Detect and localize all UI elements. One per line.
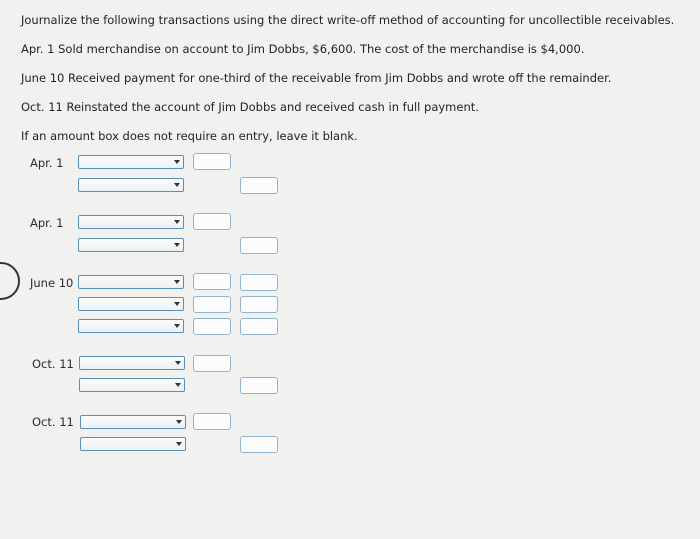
account-select[interactable] bbox=[78, 275, 184, 289]
account-select[interactable] bbox=[78, 319, 184, 333]
account-select[interactable] bbox=[80, 415, 186, 429]
entry-date: Oct. 11 bbox=[32, 357, 74, 371]
chevron-down-icon bbox=[175, 361, 181, 365]
chevron-down-icon bbox=[174, 220, 180, 224]
chevron-down-icon bbox=[174, 243, 180, 247]
account-select[interactable] bbox=[78, 238, 184, 252]
debit-input[interactable] bbox=[193, 355, 231, 372]
account-select[interactable] bbox=[80, 437, 186, 451]
account-select[interactable] bbox=[79, 378, 185, 392]
transaction-apr-1: Apr. 1 Sold merchandise on account to Jim Dobbs, $6,600. The cost of the merchandise is $4,000. bbox=[21, 42, 585, 56]
chevron-down-icon bbox=[174, 280, 180, 284]
debit-input[interactable] bbox=[193, 153, 231, 170]
chevron-down-icon bbox=[175, 383, 181, 387]
credit-input[interactable] bbox=[240, 177, 278, 194]
transaction-june-10: June 10 Received payment for one-third of the receivable from Jim Dobbs and wrote off the remainder. bbox=[21, 71, 612, 85]
chevron-down-icon bbox=[174, 160, 180, 164]
entry-date: Apr. 1 bbox=[30, 156, 64, 170]
account-select[interactable] bbox=[78, 155, 184, 169]
entry-date: Apr. 1 bbox=[30, 216, 64, 230]
instructions-title: Journalize the following transactions using the direct write-off method of accounting for uncollectible receivables. bbox=[21, 13, 675, 27]
credit-input[interactable] bbox=[240, 377, 278, 394]
credit-input[interactable] bbox=[240, 318, 278, 335]
entry-date: Oct. 11 bbox=[32, 415, 74, 429]
chevron-down-icon bbox=[176, 420, 182, 424]
chevron-down-icon bbox=[174, 324, 180, 328]
account-select[interactable] bbox=[78, 178, 184, 192]
credit-input[interactable] bbox=[240, 237, 278, 254]
account-select[interactable] bbox=[79, 356, 185, 370]
debit-input[interactable] bbox=[193, 413, 231, 430]
credit-input[interactable] bbox=[240, 436, 278, 453]
credit-input[interactable] bbox=[240, 296, 278, 313]
debit-input[interactable] bbox=[193, 213, 231, 230]
debit-input[interactable] bbox=[193, 318, 231, 335]
credit-input[interactable] bbox=[240, 274, 278, 291]
nav-circle[interactable] bbox=[0, 262, 20, 300]
debit-input[interactable] bbox=[193, 273, 231, 290]
chevron-down-icon bbox=[174, 183, 180, 187]
entry-date: June 10 bbox=[30, 276, 74, 290]
account-select[interactable] bbox=[78, 297, 184, 311]
account-select[interactable] bbox=[78, 215, 184, 229]
chevron-down-icon bbox=[174, 302, 180, 306]
chevron-down-icon bbox=[176, 442, 182, 446]
transaction-oct-11: Oct. 11 Reinstated the account of Jim Dobbs and received cash in full payment. bbox=[21, 100, 479, 114]
blank-note: If an amount box does not require an entry, leave it blank. bbox=[21, 129, 358, 143]
debit-input[interactable] bbox=[193, 296, 231, 313]
